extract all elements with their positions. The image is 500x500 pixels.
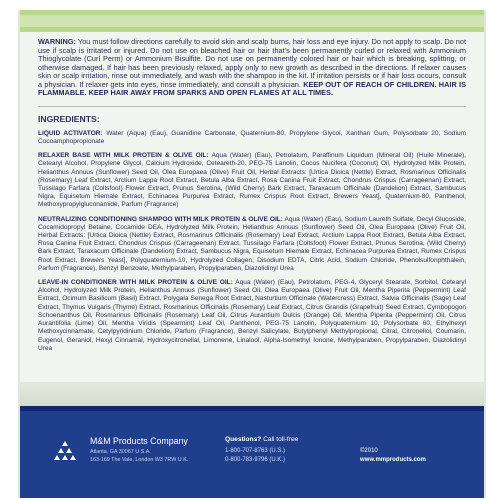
warning-lead: WARNING: [38,37,76,46]
divider [38,106,466,107]
box-face [18,10,486,498]
warning-tail: KEEP OUT OF REACH OF CHILDREN. HAIR IS FLAMMABLE. KEEP HAIR AWAY FROM SPARKS AND OPEN FLAMES AT ALL TIMES. [38,79,466,98]
footer-top-stripe [20,406,484,411]
company-address-uk: 163-169 The Vale, London W3 7RW U.K. [90,457,189,463]
ingredient-text: Aqua (Water) (Eau), Petrolatum, PEG-4, Glyceryl Stearate, Sorbitol, Cetearyl Alcohol, Hydrolyzed Milk Protein, Helianthus Annuus (Sunflower) Seed Oil, Olea Europaea (Olive) Fruit Oil, Mentha Piperita (Peppermint) Leaf Extract, Ocimum Basilicum (Basil) Extract, Polygala Senega Root Extract, Nasturtium Officinale (Watercress) Extract, Salvia Officinalis (Sage) Leaf Extract, Thymus Vulgaris (Thyme) Extract, Rosmarinus Officinalis (Rosemary) Leaf Extract, Citrus Grandis (Grapefruit) Seed Extract, Cymbopogon Schoenanthus Oil, Rosmarinus Officinalis (Rosemary) Leaf Oil, Citrus Aurantium Dulcis (Orange) Oil, Mentha Piperita (Peppermint) Oil, Citrus Aurantifolia (Lime) Oil, Mentha Viridis (Spearmint) Leaf Oil, Panthenol, PEG-75 Lanolin, Polyquaternium 10, Polysorbate 60, Ethylhexyl Methoxycinnamate, Cetylpyridinium Chloride, Parfum (Fragrance), Benzyl Salicylate, Butylphenyl Methylpropional, Citral, Citronellol, Coumarin, Eugenol, Geraniol, Hexyl Cinnamal, Hydroxycitronellal, Limonene, Linalool, Alpha-Isomethyl Ionone, Methylparaben, Propylparaben, Diazolidinyl Urea [38,279,466,352]
questions-lead: Questions? [225,436,262,443]
company-footer [20,406,484,498]
ingredients-liquid-activator [38,130,466,146]
copyright-text: ©2010 [360,448,378,454]
warning-text: You must follow directions carefully to avoid skin and scalp burns, hair loss and eye injury. Do not apply to scalp. Do not use if scalp is irritated or injured. Do not use on bleached hair or hair that's been permanently curled or relaxed with Ammonium Thioglycolate (Curl Perm) or Ammonium Bisulfite. Do not use on permanently colored hair or hair which is breaking, splitting, or otherwise damaged. If hair has been previously relaxed, apply only to new growth as described in the directions. If relaxer causes skin or scalp irritation, rinse out immediately, and wash with the shampoo in the kit. If irritation persists or if hair loss occurs, consult a physician. If relaxer gets into eyes, rinse immediately, and consult a physician. [38,37,466,89]
questions-rest: Call toll-free [261,436,299,443]
top-green-stripe [20,10,484,32]
company-address-us: Atlanta, GA 30067 U.S.A. [90,449,151,455]
phone-uk: 0-800-783-9796 (U.K.) [225,457,286,463]
top-green-stripe-inner [20,15,484,27]
ingredient-label: RELAXER BASE WITH MILK PROTEIN & OLIVE OIL: [38,152,209,160]
ingredient-label: LEAVE-IN CONDITIONER WITH MILK PROTEIN & OLIVE OIL: [38,279,233,287]
warning-paragraph [38,38,466,98]
ingredient-text: Water (Aqua) (Eau), Guanidine Carbonate, Quaternium-80, Propylene Glycol, Xanthan Gum, Polysorbate 20, Sodium Cocoamphopropionate [38,129,467,146]
ingredients-shampoo [38,216,466,273]
ingredient-text: Aqua (Water) (Eau), Sodium Laureth Sulfate, Decyl Glucoside, Cocamidopropyl Betaine, Cocamide DEA, Hydrolyzed Milk Protein, Helianthus Annuus (Sunflower) Seed Oil, Olea Europaea (Olive) Fruit Oil, Herbal Extracts: [Urtica Dioica (Nettle) Extract, Rosmarinus Officinalis (Rosemary) Leaf Extract, Arctium Lappa Root Extract, Betula Alba Extract, Rosa Canina Fruit Extract, Chondrus Crispus (Carrageenan) Extract, Tussilago Farfara (Coltsfoot) Flower Extract, Prunus Serotina, (Wild Cherry) Bark Extract, Taraxacum Officinale (Dandelion) Extract, Sambucus Nigra, Equisetum Hiemale Extract, Echinacea Purpurea Extract, Rumex Crispus Root Extract, Brewers Yeast], Polyquaternium-10, Hydrolyzed Collagen, Disodium EDTA, Citric Acid, Sodium Chloride, Phenolsulfonphthalein, Parfum (Fragrance), Benzyl Benzoate, Methylparaben, Propylparaben, Diazolidinyl Urea [38,215,466,272]
ingredients-relaxer-base [38,152,466,209]
questions-line [225,436,298,443]
ingredients-leave-in [38,279,466,353]
ingredients-title: INGREDIENTS: [38,113,100,124]
mm-products-logo-icon [52,440,78,464]
ingredient-label: NEUTRALIZING CONDITIONING SHAMPOO WITH MILK PROTEIN & OLIVE OIL: [38,215,283,223]
ingredient-label: LIQUID ACTIVATOR: [38,129,103,137]
website-link: www.mmproducts.com [360,457,426,463]
bottom-shade-band [20,382,484,406]
phone-us: 1-800-707-8763 (U.S.) [225,448,286,454]
ingredient-text: Aqua (Water) (Eau), Petrolatum, Paraffinum Liquidum (Mineral Oil) (Huile Minerale), Cetearyl Alcohol, Propylene Glycol, Calcium Hydroxide, Ceteareth-20, PEG-75 Lanolin, Cocos Nucifera (Coconut) Oil, Hydrolyzed Milk Protein, Helianthus Annuus (Sunflower) Seed Oil, Olea Europaea (Olive) Fruit Oil, Herbal Extracts: [Urtica Dioica (Nettle) Extract, Rosmarinus Officinalis (Rosemary) Leaf Extract, Arctium Lappa Root Extract, Betula Alba Extract, Rosa Canina Fruit Extract, Chondrus Crispus (Carrageenan) Extract, Tussilago Farfara (Coltsfoot) Flower Extract, Prunus Serotina, (Wild Cherry) Bark Extract, Taraxacum Officinale (Dandelion) Extract, Sambucus Nigra, Equisetum Hiemale Extract, Echinacea Purpurea Extract, Rumex Crispus Root Extract, Brewers Yeast], Quaternium-80, Panthenol, Methoxypropylgluconamide, Parfum (Fragrance) [38,152,466,209]
label-content [38,38,466,353]
company-name: M&M Products Company [90,436,188,446]
